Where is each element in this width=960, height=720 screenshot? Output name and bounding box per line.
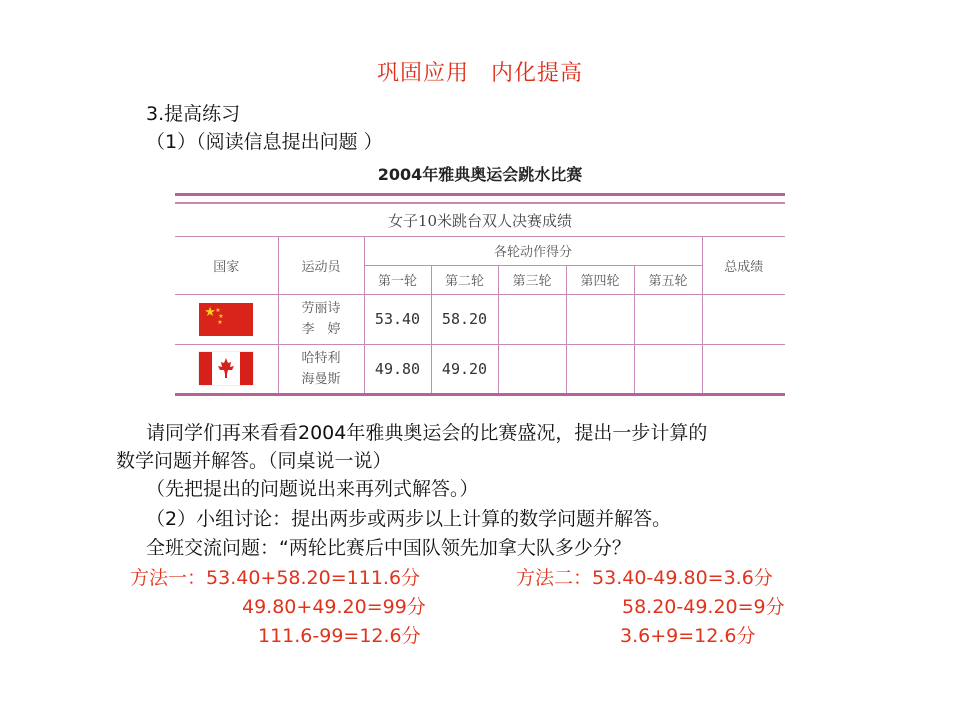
total-cell xyxy=(702,344,785,394)
method-1-step-2: 49.80+49.20=99分 xyxy=(242,596,426,618)
canada-flag-icon xyxy=(198,351,254,386)
method-1-line-1 xyxy=(130,563,420,590)
score-cell: 53.40 xyxy=(364,294,431,344)
athlete-name: 哈特利 xyxy=(301,350,341,366)
header-round-scores: 各轮动作得分 xyxy=(364,236,702,265)
paragraph-4-question: 全班交流问题：“两轮比赛后中国队领先加拿大队多少分？ xyxy=(146,537,631,559)
score-table-image xyxy=(175,193,785,396)
paragraph-1-line-2: 数学问题并解答。（同桌说一说） xyxy=(116,450,392,472)
method-2-line-1 xyxy=(516,563,773,590)
header-round-3: 第三轮 xyxy=(498,265,566,294)
country-cell-china xyxy=(175,294,278,344)
score-cell: 49.20 xyxy=(431,344,498,394)
method-1-step-3: 111.6-99=12.6分 xyxy=(258,625,421,647)
header-round-5: 第五轮 xyxy=(634,265,702,294)
score-cell xyxy=(634,294,702,344)
athlete-name: 劳丽诗 xyxy=(301,301,341,317)
score-cell: 49.80 xyxy=(364,344,431,394)
section-heading: 3.提高练习 xyxy=(146,103,241,125)
score-cell xyxy=(566,344,634,394)
score-cell xyxy=(566,294,634,344)
paragraph-2: （先把提出的问题说出来再列式解答。） xyxy=(146,478,479,500)
method-1-step-1: 53.40+58.20=111.6分 xyxy=(206,567,421,589)
header-round-4: 第四轮 xyxy=(566,265,634,294)
title-part-1: 巩固应用 xyxy=(376,61,469,86)
total-cell xyxy=(702,294,785,344)
maple-leaf-icon xyxy=(217,358,235,378)
table-caption: 女子10米跳台双人决赛成绩 xyxy=(175,203,785,236)
score-cell xyxy=(498,294,566,344)
slide-title xyxy=(0,56,960,87)
score-cell: 58.20 xyxy=(431,294,498,344)
athletes-cell-canada xyxy=(278,344,364,394)
method-1-label: 方法一： xyxy=(130,567,207,589)
header-round-1: 第一轮 xyxy=(364,265,431,294)
china-flag-icon: ★ ★ ★ ★ xyxy=(199,303,253,336)
table-row-china xyxy=(175,294,785,344)
header-round-2: 第二轮 xyxy=(431,265,498,294)
athlete-name: 海曼斯 xyxy=(301,371,341,387)
header-athletes: 运动员 xyxy=(278,236,364,294)
method-2-step-1: 53.40-49.80=3.6分 xyxy=(592,567,773,589)
paragraph-3: （2）小组讨论：提出两步或两步以上计算的数学问题并解答。 xyxy=(146,508,672,530)
method-2-label: 方法二： xyxy=(516,567,593,589)
header-country: 国家 xyxy=(175,236,278,294)
score-cell xyxy=(634,344,702,394)
athlete-name: 李 婷 xyxy=(301,322,341,338)
score-table xyxy=(175,193,785,396)
score-cell xyxy=(498,344,566,394)
title-part-2: 内化提高 xyxy=(491,61,584,86)
method-2-step-2: 58.20-49.20=9分 xyxy=(622,596,785,618)
subsection-1-heading: （1）（阅读信息提出问题 ） xyxy=(146,131,383,153)
athletes-cell-china xyxy=(278,294,364,344)
table-top-rule xyxy=(175,195,785,204)
header-total: 总成绩 xyxy=(702,236,785,294)
country-cell-canada xyxy=(175,344,278,394)
table-row-canada xyxy=(175,344,785,394)
table-image-title: 2004年雅典奥运会跳水比赛 xyxy=(377,165,583,184)
paragraph-1-line-1: 请同学们再来看看2004年雅典奥运会的比赛盛况，提出一步计算的 xyxy=(146,422,708,444)
method-2-step-3: 3.6+9=12.6分 xyxy=(620,625,756,647)
